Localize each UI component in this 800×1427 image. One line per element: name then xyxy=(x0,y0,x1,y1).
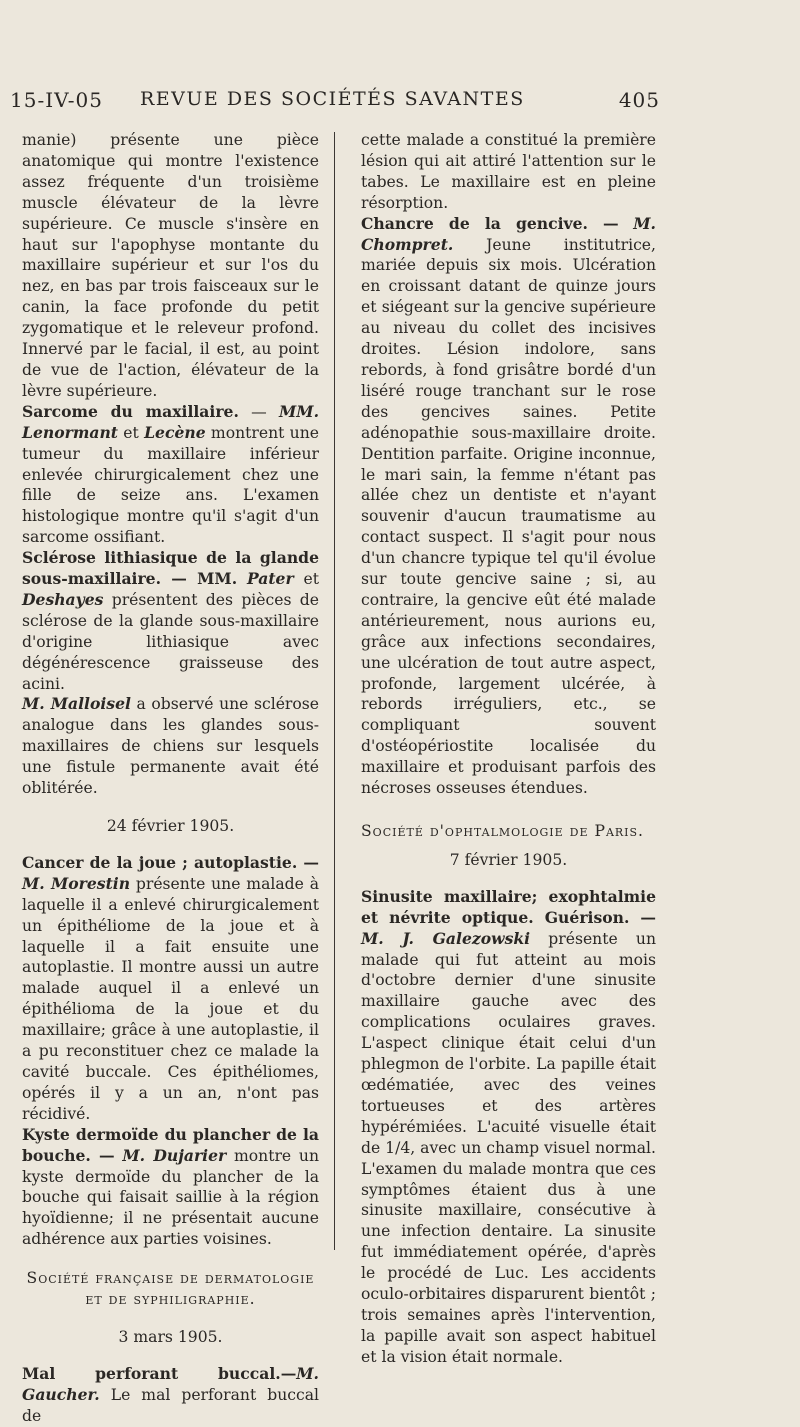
society-heading: Société d'ophtalmologie de Paris. xyxy=(361,822,645,840)
paragraph xyxy=(22,1125,319,1250)
author-name: M. Malloisel xyxy=(22,694,131,714)
journal-title: REVUE DES SOCIÉTÉS SAVANTES xyxy=(140,88,525,110)
section-heading: Kyste dermoïde du plancher de la bouche. — xyxy=(22,1124,319,1165)
paragraph: Sarcome du maxillaire. — MM. Lenormant et Lecène montrent une tumeur du maxillaire inférieur enlevée chirurgicalement chez une fille de seize ans. L'examen histologique montre qu'il s'agit d'un sarcome ossifiant. xyxy=(22,401,319,547)
author-name: Pater xyxy=(246,569,294,589)
column-divider xyxy=(334,132,335,1250)
author-name: Deshayes xyxy=(22,589,104,609)
section-heading: Cancer de la joue ; autoplastie. — xyxy=(22,852,319,872)
paragraph xyxy=(361,214,656,799)
session-date: 7 février 1905. xyxy=(449,850,568,869)
session-date: 24 février 1905. xyxy=(106,817,235,835)
society-heading: et de syphiligraphie. xyxy=(85,1290,256,1309)
paragraph-text: Le mal perforant buccal de xyxy=(22,1385,319,1425)
section-heading: Sclérose lithiasique de la glande sous-maxillaire. — MM. xyxy=(22,548,319,589)
right-column xyxy=(361,130,656,1368)
paragraph xyxy=(22,1364,319,1427)
page-number: 405 xyxy=(618,88,660,112)
paragraph-text: montrent une tumeur du maxillaire inférieur enlevée chirurgicalement chez une fille de seize ans. L'examen histologique montre qu'il s'agit d'un sarcome ossifiant. xyxy=(22,423,319,547)
running-header xyxy=(10,88,660,124)
left-column xyxy=(22,130,319,1427)
paragraph: cette malade a constitué la première lésion qui ait attiré l'attention sur le tabes. Le maxillaire est en pleine résorption. xyxy=(361,131,656,212)
paragraph-text: présente une malade à laquelle il a enlevé chirurgicalement un épithéliome de la joue et à laquelle il a fait ensuite une autoplastie. Il montre aussi un autre malade auquel il a enlevé un épithélioma de la joue et du maxillaire; grâce à une autoplastie, il a pu reconstituer chez ce malade la cavité buccale. Ces épithéliomes, opérés il y a un an, n'ont pas récidivé. xyxy=(22,874,319,1123)
author-name: MM. Lenormant xyxy=(22,401,319,442)
section-heading: Sinusite maxillaire; exophtalmie et névrite optique. Guérison. — xyxy=(361,886,656,927)
paragraph xyxy=(361,887,656,1368)
author-name: M. Dujarier xyxy=(122,1145,227,1165)
author-name: M. Gaucher. xyxy=(22,1363,319,1404)
paragraph-text: a observé une sclérose analogue dans les glandes sous-maxillaires de chiens sur lesquels une fistule permanente avait été oblitérée. xyxy=(22,695,320,798)
paragraph-text: présente un malade qui fut atteint au mois d'octobre dernier d'une sinusite maxillaire gauche avec des complications oculaires graves. L'aspect clinique était celui d'un phlegmon de l'orbite. La papille était œdématiée, avec des veines tortueuses et des artères hypérémiées. L'acuité visuelle était de 1/4, avec un champ visuel normal. L'examen du malade montra que ces symptômes étaient dus à une sinusite maxillaire, consécutive à une infection dentaire. La sinusite fut immédiatement opérée, d'après le procédé de Luc. Les accidents oculo-orbitaires disparurent bientôt ; trois semaines après l'intervention, la papille avait son aspect habituel et la vision était normale. xyxy=(361,929,656,1366)
author-name: Lecène xyxy=(144,422,206,442)
paragraph xyxy=(22,548,319,694)
conjunction: et xyxy=(117,423,145,442)
author-name: M. J. Galezowski xyxy=(361,928,531,948)
paragraph-text: montre un kyste dermoïde du plancher de la bouche qui faisait saillie à la région hyoïdienne; il ne présentait aucune adhérence aux parties voisines. xyxy=(22,1146,319,1249)
society-heading: Société française de dermatologie xyxy=(26,1269,315,1288)
paragraph-text: Jeune institutrice, mariée depuis six mois. Ulcération en croissant datant de quinze jours et siégeant sur la gencive supérieure au niveau du collet des incisives droites. Lésion indolore, sans rebords, à fond grisâtre bordé d'un liséré rouge tranchant sur le rose des gencives saines. Petite adénopathie sous-maxillaire droite. Dentition parfaite. Origine inconnue, le mari sain, la femme n'étant pas allée chez un dentiste et n'ayant souvenir d'aucun traumatisme au contact suspect. Il s'agit pour nous d'un chancre typique tel qu'il évolue sur toute gencive saine ; si, au contraire, la gencive eût été malade antérieurement, nous aurions eu, grâce aux infections secondaires, une ulcération de tout autre aspect, profonde, largement ulcérée, à rebords irréguliers, etc., se compliquant souvent d'ostéopériostite localisée du maxillaire et produisant parfois des nécroses osseuses étendues. xyxy=(361,235,656,798)
author-name: M. Morestin xyxy=(22,873,131,893)
author-name: M. Chompret. xyxy=(361,213,656,254)
paragraph-text: présentent des pièces de sclérose de la glande sous-maxillaire d'origine lithiasique avec dégénérescence graisseuse des acini. xyxy=(22,590,319,693)
paragraph: manie) présente une pièce anatomique qui montre l'existence assez fréquente d'un troisième muscle élévateur de la lèvre supérieure. Ce muscle s'insère en haut sur l'apophyse montante du maxillaire supérieur et sur l'os du nez, en bas par trois faisceaux sur le canin, la face profonde du petit zygomatique et le releveur profond. Innervé par le facial, il est, au point de vue de l'action, élévateur de la lèvre supérieure. xyxy=(22,131,319,400)
conjunction: et xyxy=(293,570,319,589)
paragraph xyxy=(22,694,319,799)
issue-date: 15-IV-05 xyxy=(10,88,103,112)
session-date: 3 mars 1905. xyxy=(118,1327,223,1346)
section-heading: Sarcome du maxillaire. xyxy=(22,401,239,421)
section-heading: Chancre de la gencive. — xyxy=(361,213,619,233)
section-heading: Mal perforant buccal.— xyxy=(22,1363,297,1383)
paragraph xyxy=(22,853,319,1125)
